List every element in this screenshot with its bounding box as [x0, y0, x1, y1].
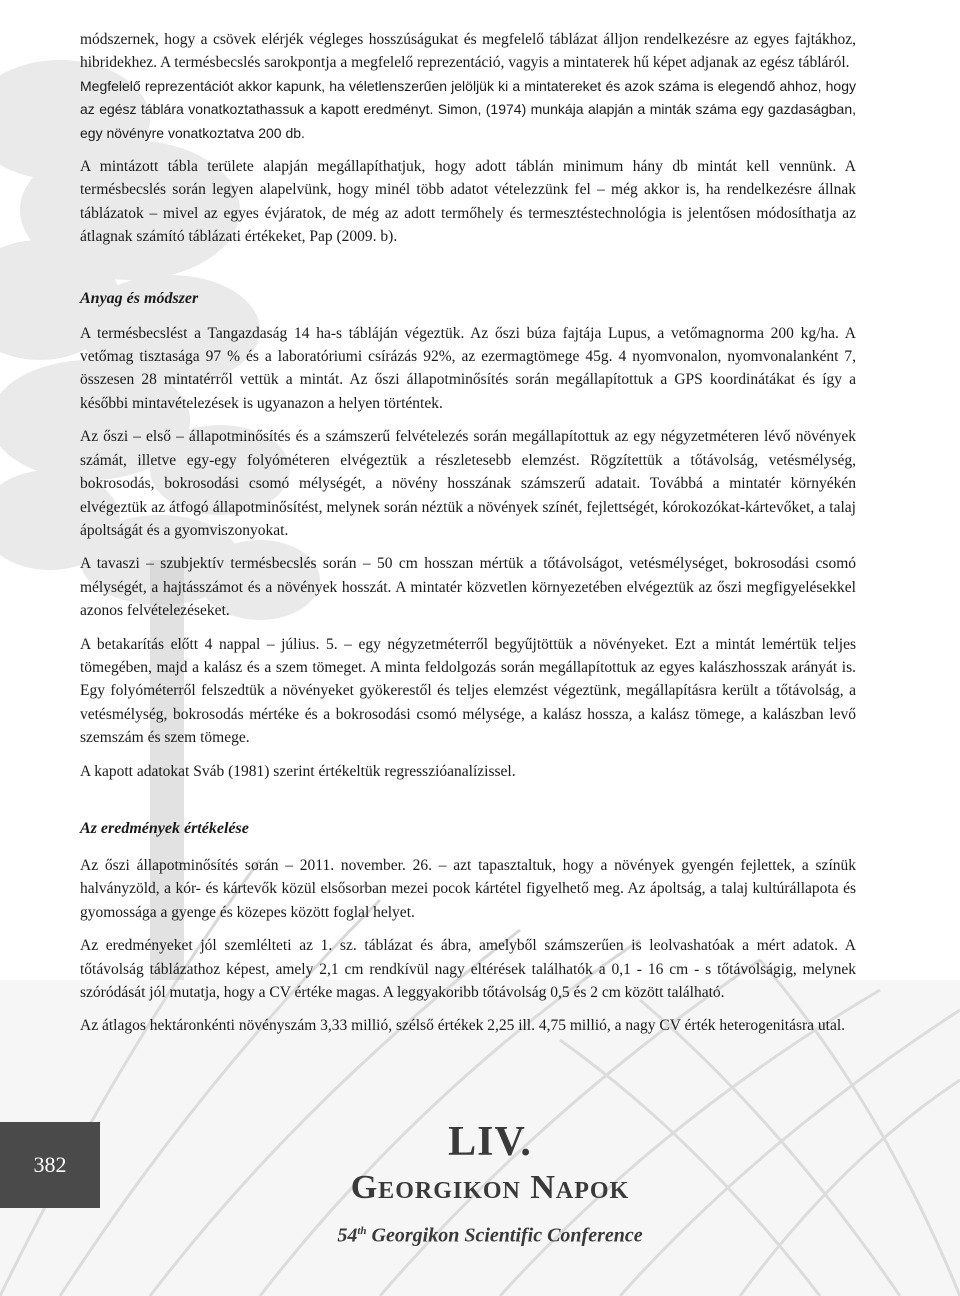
paragraph-methods-5: A kapott adatokat Sváb (1981) szerint értékeltük regresszióanalízissel.: [80, 762, 516, 780]
paragraph-methods-2: Az őszi – első – állapotminősítés és a számszerű felvételezés során megállapítottuk az egy négyzetméteren lévő növények számát, illetve egy-egy folyóméteren elvégeztük a részletesebb elemzést. Rögzítettük a tőtávolság, vetésmélység, bokrosodás, bokrosodási csomó mélységét, a növény hosszának számszerű adatait. Továbbá a mintatér környékén elvégeztük az átfogó állapotminősítést, melynek során néztük a növények színét, fejlettségét, kórokozókat-kártevőket, a talaj ápoltságát és a gyomviszonyokat.: [80, 428, 856, 539]
page-number: 382: [33, 1152, 67, 1177]
conference-volume: LIV.: [448, 1119, 532, 1165]
page-number-box: [0, 1122, 100, 1208]
paragraph-methods-3: A tavaszi – szubjektív termésbecslés során – 50 cm hosszan mértük a tőtávolságot, vetésmélységet, bokrosodási csomó mélységét, a hajtásszámot és a növények hosszát. A mintatér közvetlen környezetében elvégeztük az őszi megfigyelésekkel azonos felvételezéseket.: [80, 555, 856, 620]
paragraph-intro: módszernek, hogy a csövek elérjék végleges hosszúságukat és megfelelő táblázat álljon rendelkezésre az egyes fajtákhoz, hibridekhez. A termésbecslés sarokpontja a megfelelő reprezentáció, vagyis a mintaterek hű képet adjanak az egész tábláról.: [80, 31, 856, 72]
paragraph-results-1: Az őszi állapotminősítés során – 2011. november. 26. – azt tapasztaltuk, hogy a növények gyengén fejlettek, a színük halványzöld, a kór- és kártevők közül elsősorban mezei pocok kártétel figyelhető meg. Az ápoltság, a talaj kultúrállapota és gyomossága a gyenge és közepes között foglal helyet.: [80, 856, 856, 921]
conference-number: 54: [337, 1224, 358, 1247]
conference-ordinal-suffix: th: [357, 1225, 367, 1237]
heading-materials-methods: Anyag és módszer: [80, 289, 199, 307]
paragraph-methods-4: A betakarítás előtt 4 nappal – július. 5. – egy négyzetméterről begyűjtöttük a növényeket. Ezt a mintát lemértük teljes tömegében, majd a kalász és a szem tömeget. A minta feldolgozás során megállapítottuk az egyes kalászhosszak arányát is. Egy folyóméterről felszedtük a növényeket gyökerestől és teljes elemzést végeztünk, megállapításra került a tőtávolság, a vetésmélység, bokrosodás mértéke és a bokrosodási csomó mélysége, a kalász hossza, a kalász tömege, a kalászban levő szemszám és szem tömege.: [80, 635, 856, 747]
conference-subtitle: [290, 1216, 690, 1251]
paragraph-representation: Megfelelő reprezentációt akkor kapunk, ha véletlenszerűen jelöljük ki a mintatereket és azok száma is elegendő ahhoz, hogy az egész táblára vonatkoztathassuk a kapott eredményt. Simon, (1974) munkája alapján a minták száma egy gazdaságban, egy növényre vonatkoztatva 200 db.: [80, 77, 856, 141]
paragraph-methods-1: A termésbecslést a Tangazdaság 14 ha-s tábláján végeztük. Az őszi búza fajtája Lupus, a vetőmagnorma 200 kg/ha. A vetőmag tisztasága 97 % és a laboratóriumi csírázás 92%, az ezermagtömege 45g. 4 nyomvonalon, nyomvonalanként 7, összesen 28 mintatérről vettük a mintát. Az őszi állapotminősítés során megállapítottuk a GPS koordinátákat és így a későbbi mintavételezések is ugyanazon a helyen történtek.: [80, 324, 856, 412]
article-body: [80, 28, 856, 1048]
conference-subtitle-text: Georgikon Scientific Conference: [366, 1224, 643, 1247]
paragraph-results-2: Az eredményeket jól szemlélteti az 1. sz. táblázat és ábra, amelyből számszerűen is leolvashatóak a mért adatok. A tőtávolság táblázathoz képest, amely 2,1 cm rendkívül nagy eltérések találhatók a 0,1 - 16 cm - s tőtávolságig, melynek szóródását jól mutatja, hogy a CV értéke magas. A leggyakoribb tőtávolság 0,5 és 2 cm között található.: [80, 937, 856, 1001]
paragraph-results-3: Az átlagos hektáronkénti növényszám 3,33 millió, szélső értékek 2,25 ill. 4,75 millió, a nagy CV érték heterogenitásra utal.: [80, 1017, 846, 1035]
paragraph-sampling: A mintázott tábla területe alapján megállapíthatjuk, hogy adott táblán minimum hány db mintát kell vennünk. A termésbecslés során legyen alapelvünk, hogy minél több adatot vételezzünk fel – még akkor is, ha rendelkezésre állnak táblázatok – mivel az egyes évjáratok, de még az adott termőhely és termesztéstechnológia is jelentősen módosíthatja az átlagnak számító táblázati értékeket, Pap (2009. b).: [80, 158, 856, 246]
conference-footer: [290, 1118, 690, 1251]
conference-name: Georgikon Napok: [350, 1169, 630, 1206]
heading-results: Az eredmények értékelése: [80, 819, 249, 837]
